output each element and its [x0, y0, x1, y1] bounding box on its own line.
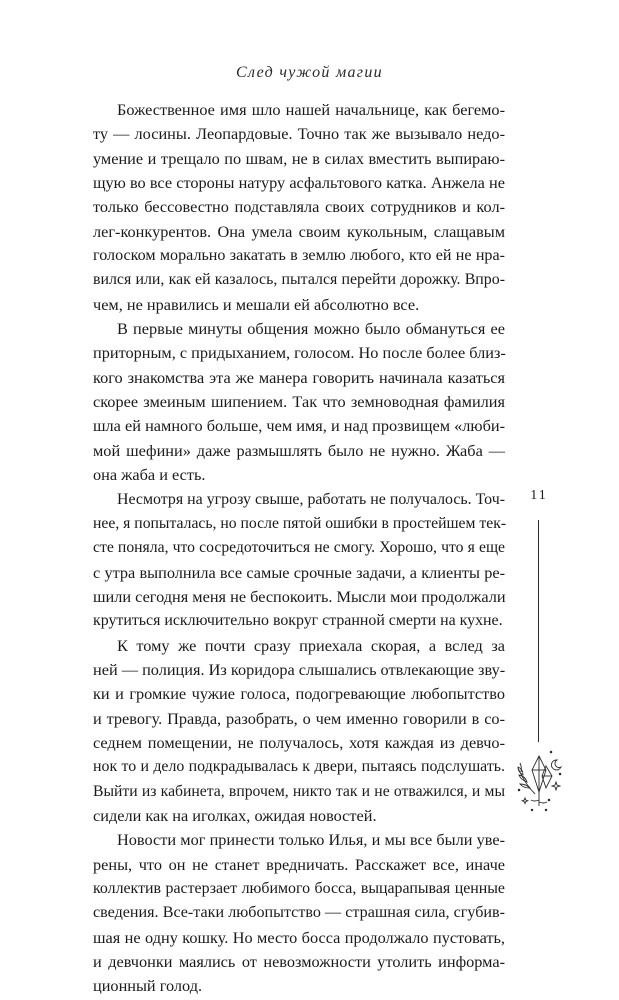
text-line: крутиться исключительно вокруг странной смерти на кухне.	[93, 612, 503, 630]
text-line: Несмотря на угрозу свыше, работать не получалось. Точ-	[117, 490, 505, 508]
page-number: 11	[530, 488, 548, 503]
running-head: След чужой магии	[236, 64, 383, 81]
text-line: коллектив растерзает любимого босса, выцарапывая ценные	[93, 880, 505, 897]
text-line: голоском морально закатать в землю любого, кто ей не нра-	[93, 247, 505, 265]
vertical-rule	[538, 520, 539, 742]
text-line: умение и трещало по швам, не в силах вместить выпираю-	[93, 148, 505, 168]
text-line: Выйти из кабинета, впрочем, никто так и не отважился, и мы	[93, 782, 505, 800]
text-line: ту — лосины. Леопардовые. Точно так же вызывало недо-	[93, 124, 505, 144]
text-line: ней — полиция. Из коридора слышались отвлекающие зву-	[93, 659, 506, 679]
text-line: ки и громкие чужие голоса, подогревающие любопытство	[93, 684, 505, 704]
text-line: лег-конкурентов. Она умела своим кукольным, слащавым	[93, 221, 505, 241]
text-line: скорее змеиным шипением. Так что земноводная фамилия	[93, 392, 505, 412]
text-line: нее, я попыталась, но после пятой ошибки в простейшем тек-	[93, 514, 507, 532]
text-line: К тому же почти сразу приехала скорая, а вслед за	[117, 635, 505, 655]
text-line: шили сегодня меня не беспокоить. Мысли мои продолжали	[93, 586, 506, 606]
text-line: приторным, с придыханием, голосом. Но после более близ-	[93, 343, 506, 363]
text-line: с утра выполнила все самые срочные задачи, а клиенты ре-	[93, 562, 505, 582]
text-line: сте поняла, что сосредоточиться не смогу. Хорошо, что я еще	[93, 539, 505, 557]
text-line: рены, что он не станет вредничать. Расскажет все, иначе	[93, 854, 505, 874]
text-line: сведения. Все-таки любопытство — страшная сила, сгубив-	[93, 904, 505, 922]
text-line: Новости мог принести только Илья, и мы все были уве-	[117, 830, 505, 850]
text-line: сидели как на иголках, ожидая новостей.	[93, 805, 377, 825]
text-line: только бессовестно подставляла своих сотрудников и кол-	[93, 197, 505, 217]
text-line: вился или, как ей казалось, пытался перейти дорожку. Впро-	[93, 271, 505, 289]
text-line: нок то и дело подкрадывалась к двери, пытаясь подслушать.	[93, 758, 505, 776]
text-line: седнем помещении, не получалось, хотя каждая из девчо-	[93, 732, 505, 752]
text-line: ционный голод.	[93, 976, 203, 996]
text-line: Божественное имя шло нашей начальнице, как бегемо-	[117, 100, 505, 119]
crystal-sprig-icon	[513, 744, 565, 814]
text-line: и тревогу. Правда, разобрать, о чем именно говорили в со-	[93, 708, 505, 728]
text-line: мой шефини» даже размышлять было не нужно. Жаба —	[93, 440, 505, 460]
text-line: и девчонки маялись от невозможности утолить информа-	[93, 952, 505, 972]
text-line: В первые минуты общения можно было обмануться ее	[117, 319, 505, 339]
text-line: она жаба и есть.	[93, 465, 206, 485]
text-line: шая не одну кошку. Но место босса продолжало пустовать,	[93, 927, 505, 947]
body-text	[93, 98, 505, 999]
text-line: шла ей намного больше, чем имя, и над прозвищем «люби-	[93, 416, 505, 436]
text-line: щую во все стороны натуру асфальтового катка. Анжела не	[93, 173, 505, 193]
text-line: чем, не нравились и мешали ей абсолютно все.	[93, 294, 420, 314]
text-line: кого знакомства эта же манера говорить начинала казаться	[93, 367, 505, 387]
